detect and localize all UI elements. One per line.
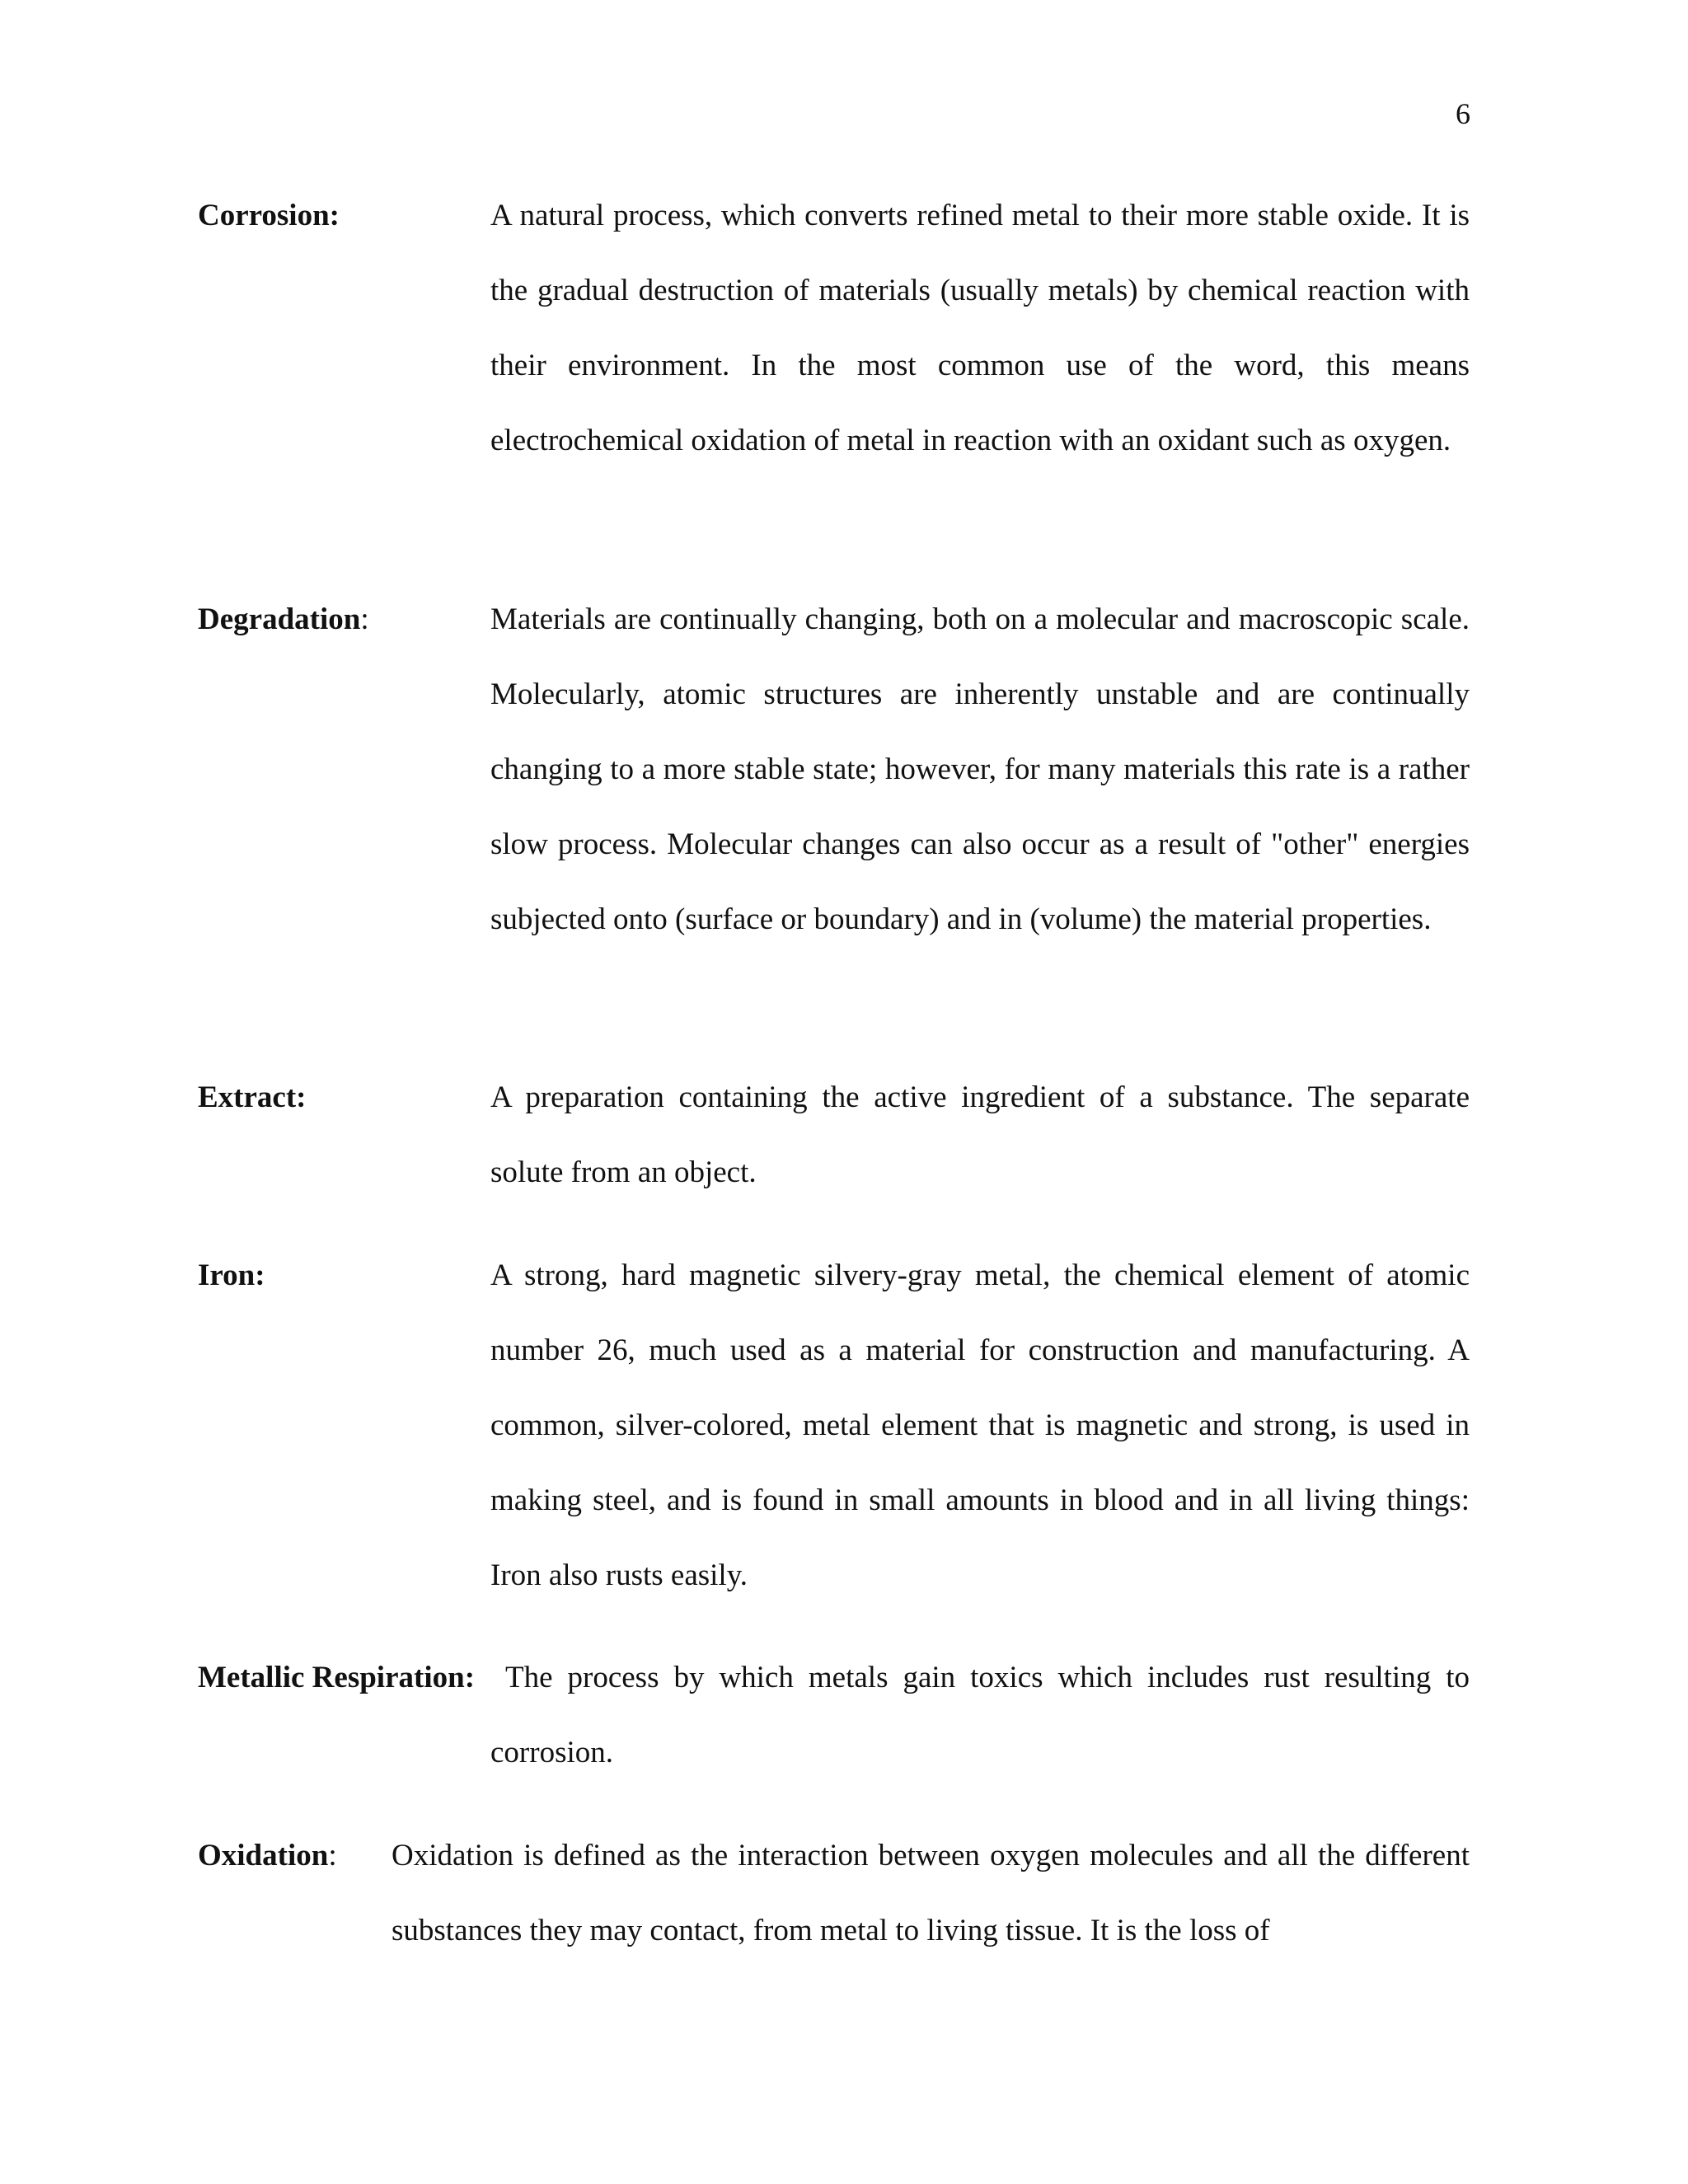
term-colon: :: [255, 1258, 265, 1292]
glossary-definition: [392, 1818, 1470, 1968]
glossary-definition: [490, 178, 1470, 478]
term-colon: :: [360, 602, 369, 636]
glossary-term: [198, 1818, 337, 1893]
glossary-definition: [490, 1060, 1470, 1210]
term-colon: :: [464, 1661, 476, 1694]
term-text: Extract: [198, 1080, 297, 1114]
term-text: Degradation: [198, 602, 361, 636]
glossary-definition: [490, 582, 1470, 957]
definition-text: A strong, hard magnetic silvery-gray metal, the chemical element of atomic number 26, much used as a material for construction and manufacturing. A common, silver-colored, metal element that is magnetic and strong, is used in making steel, and is found in small amounts in blood and in all living things: Iron also rusts easily.: [490, 1258, 1470, 1592]
term-text: Metallic Respiration: [198, 1661, 465, 1694]
glossary-term: [198, 178, 340, 253]
term-colon: :: [296, 1080, 307, 1114]
glossary-definition: [490, 1238, 1470, 1613]
term-colon: :: [329, 199, 340, 232]
definition-text: A preparation containing the active ingredient of a substance. The separate solute from an object.: [490, 1080, 1470, 1189]
definition-text-continuation: corrosion.: [490, 1736, 613, 1769]
term-text: Corrosion: [198, 199, 330, 232]
glossary-term: [198, 1060, 307, 1135]
glossary-term: [198, 582, 369, 657]
definition-text: Oxidation is defined as the interaction between oxygen molecules and all the different substances they may contact, from metal to living tissue. It is the loss of: [392, 1839, 1470, 1947]
term-colon: :: [328, 1839, 337, 1872]
glossary-definition: [198, 1640, 1470, 1790]
definition-text-first-line: The process by which metals gain toxics which includes rust resulting to: [505, 1661, 1470, 1694]
page-number: 6: [1456, 97, 1470, 130]
term-text: Iron: [198, 1258, 256, 1292]
definition-text: Materials are continually changing, both on a molecular and macroscopic scale. Molecularly, atomic structures are inherently unstable and are continually changing to a more stable state; however, for many materials this rate is a rather slow process. Molecular changes can also occur as a result of "other" energies subjected onto (surface or boundary) and in (volume) the material properties.: [490, 602, 1470, 936]
definition-text: A natural process, which converts refined metal to their more stable oxide. It is the gradual destruction of materials (usually metals) by chemical reaction with their environment. In the most common use of the word, this means electrochemical oxidation of metal in reaction with an oxidant such as oxygen.: [490, 199, 1470, 457]
glossary-term: [198, 1238, 265, 1313]
term-text: Oxidation: [198, 1839, 329, 1872]
